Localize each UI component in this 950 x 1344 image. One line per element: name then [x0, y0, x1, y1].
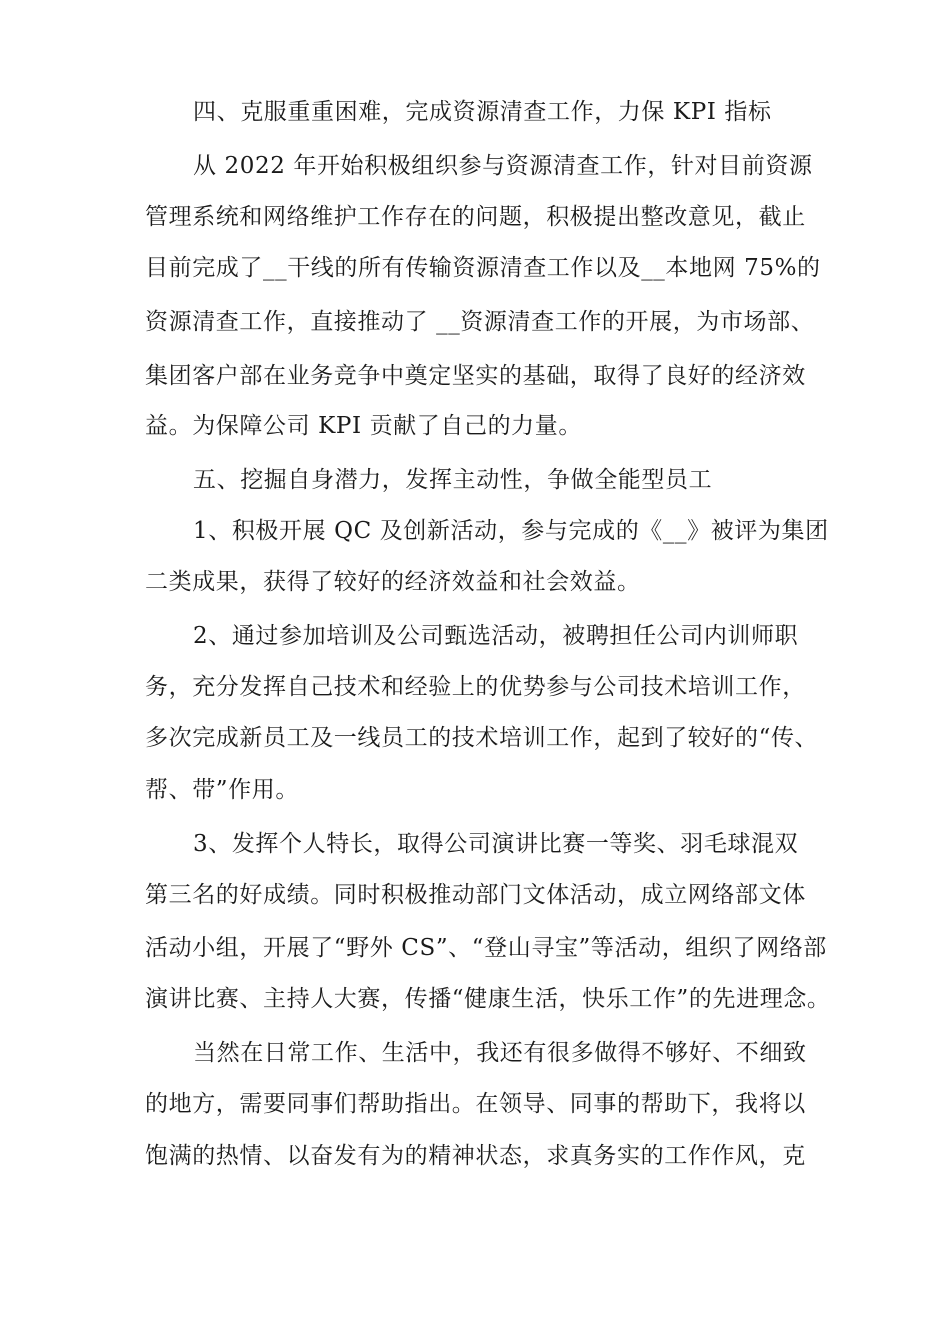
paragraph-line: 务，充分发挥自己技术和经验上的优势参与公司技术培训工作，: [145, 674, 806, 700]
paragraph-line: 目前完成了__干线的所有传输资源清查工作以及__本地网 75%的: [145, 255, 821, 281]
paragraph-line: 益。为保障公司 KPI 贡献了自己的力量。: [145, 413, 582, 439]
paragraph-line: 从 2022 年开始积极组织参与资源清查工作，针对目前资源: [193, 153, 813, 179]
paragraph-line: 当然在日常工作、生活中，我还有很多做得不够好、不细致: [193, 1040, 807, 1066]
paragraph-line: 帮、带”作用。: [145, 777, 299, 803]
paragraph-line: 多次完成新员工及一线员工的技术培训工作，起到了较好的“传、: [145, 725, 819, 751]
paragraph-line: 集团客户部在业务竞争中奠定坚实的基础，取得了良好的经济效: [145, 363, 806, 389]
paragraph-line: 演讲比赛、主持人大赛，传播“健康生活，快乐工作”的先进理念。: [145, 986, 831, 1012]
paragraph-line: 二类成果，获得了较好的经济效益和社会效益。: [145, 569, 641, 595]
paragraph-line: 活动小组，开展了“野外 CS”、“登山寻宝”等活动，组织了网络部: [145, 935, 827, 961]
section-5-heading: 五、挖掘自身潜力，发挥主动性，争做全能型员工: [193, 467, 713, 493]
paragraph-line: 资源清查工作，直接推动了 __资源清查工作的开展，为市场部、: [145, 309, 815, 335]
paragraph-line: 第三名的好成绩。同时积极推动部门文体活动，成立网络部文体: [145, 882, 806, 908]
paragraph-line: 3、发挥个人特长，取得公司演讲比赛一等奖、羽毛球混双: [193, 831, 799, 857]
paragraph-line: 的地方，需要同事们帮助指出。在领导、同事的帮助下，我将以: [145, 1091, 806, 1117]
paragraph-line: 2、通过参加培训及公司甄选活动，被聘担任公司内训师职: [193, 623, 799, 649]
paragraph-line: 1、积极开展 QC 及创新活动，参与完成的《__》被评为集团: [193, 518, 829, 544]
paragraph-line: 管理系统和网络维护工作存在的问题，积极提出整改意见，截止: [145, 204, 806, 230]
section-4-heading: 四、克服重重困难，完成资源清查工作，力保 KPI 指标: [193, 99, 772, 125]
paragraph-line: 饱满的热情、以奋发有为的精神状态，求真务实的工作作风，克: [145, 1143, 806, 1169]
